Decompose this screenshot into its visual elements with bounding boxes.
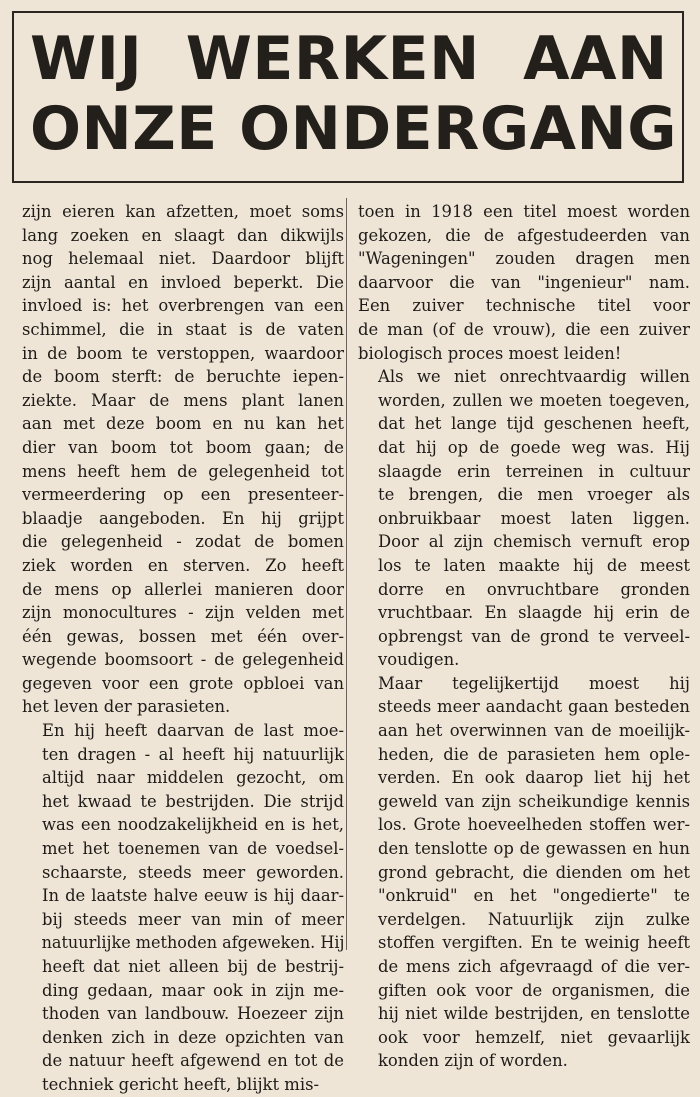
text-line: In de laatste halve eeuw is hij daar- xyxy=(42,886,344,906)
text-line: zijn monocultures - zijn velden met xyxy=(22,603,344,623)
text-line: verden. En ook daarop liet hij het xyxy=(378,768,690,788)
text-line: de man (of de vrouw), die een zuiver xyxy=(358,319,690,339)
article-column-right xyxy=(358,200,690,1073)
text-line: Als we niet onrechtvaardig willen xyxy=(378,367,690,387)
text-line: thoden van landbouw. Hoezeer zijn xyxy=(42,1004,344,1024)
text-line: den tenslotte op de gewassen en hun xyxy=(378,839,690,859)
text-line: Maar tegelijkertijd moest hij xyxy=(378,673,690,693)
column-divider xyxy=(346,198,347,950)
text-line: heden, die de parasieten hem ople- xyxy=(378,744,690,764)
article-paragraph xyxy=(358,672,690,1073)
text-line: techniek gericht heeft, blijkt mis- xyxy=(42,1074,320,1094)
text-line: het kwaad te bestrijden. Die strijd xyxy=(42,791,344,811)
text-line: vermeerdering op een presenteer- xyxy=(22,485,344,505)
text-line: vruchtbaar. En slaagde hij erin de xyxy=(378,603,690,623)
text-line: natuurlijke methoden afgeweken. Hij xyxy=(41,933,345,953)
text-line: toen in 1918 een titel moest worden xyxy=(358,202,690,221)
text-line: met het toenemen van de voedsel- xyxy=(42,839,344,859)
text-line: dorre en onvruchtbare gronden xyxy=(378,579,690,599)
text-line: was een noodzakelijkheid en is het, xyxy=(42,815,344,835)
text-line: los te laten maakte hij de meest xyxy=(378,555,690,575)
text-line: zijn aantal en invloed beperkt. Die xyxy=(22,272,344,292)
text-line: ook voor hemzelf, niet gevaarlijk xyxy=(378,1027,690,1047)
text-line: aan met deze boom en nu kan het xyxy=(22,414,344,434)
text-line: ding gedaan, maar ook in zijn me- xyxy=(42,980,344,1000)
text-line: stoffen vergiften. En te weinig heeft xyxy=(378,933,690,953)
text-line: de natuur heeft afgewend en tot de xyxy=(42,1051,344,1071)
text-line: gegeven voor een grote opbloei van xyxy=(22,673,344,693)
text-line: ziekte. Maar de mens plant lanen xyxy=(22,390,344,410)
text-line: de boom sterft: de beruchte iepen- xyxy=(22,367,344,387)
text-line: het leven der parasieten. xyxy=(22,697,231,717)
text-line: ziek worden en sterven. Zo heeft xyxy=(22,555,344,575)
text-line: wegende boomsoort - de gelegenheid xyxy=(22,650,344,670)
text-line: daarvoor die van "ingenieur" nam. xyxy=(358,272,690,292)
text-line: mens heeft hem de gelegenheid tot xyxy=(22,461,344,481)
text-line: voudigen. xyxy=(378,650,460,670)
text-line: invloed is: het overbrengen van een xyxy=(22,296,344,316)
text-line: lang zoeken en slaagt dan dikwijls xyxy=(22,225,344,245)
text-line: steeds meer aandacht gaan besteden xyxy=(378,697,690,717)
text-line: Een zuiver technische titel voor xyxy=(358,296,690,316)
text-line: verdelgen. Natuurlijk zijn zulke xyxy=(378,909,690,929)
headline-line-2: ONZE ONDERGANG xyxy=(30,94,677,164)
text-line: hij niet wilde bestrijden, en tenslotte xyxy=(378,1004,690,1024)
text-line: denken zich in deze opzichten van xyxy=(42,1027,344,1047)
text-line: los. Grote hoeveelheden stoffen wer- xyxy=(378,815,690,835)
text-line: dier van boom tot boom gaan; de xyxy=(22,437,344,457)
text-line: heeft dat niet alleen bij de bestrij- xyxy=(42,957,344,976)
headline-line-1: WIJ WERKEN AAN xyxy=(30,24,668,94)
text-line: te brengen, die men vroeger als xyxy=(378,485,690,505)
text-line: altijd naar middelen gezocht, om xyxy=(42,768,344,788)
text-line: de mens op allerlei manieren door xyxy=(22,579,344,599)
text-line: En hij heeft daarvan de last moe- xyxy=(42,721,344,741)
text-line: onbruikbaar moest laten liggen. xyxy=(378,508,690,528)
article-paragraph xyxy=(22,719,344,1097)
article-paragraph xyxy=(22,200,344,719)
text-line: ten dragen - al heeft hij natuurlijk xyxy=(42,744,344,764)
text-line: die gelegenheid - zodat de bomen xyxy=(22,532,344,552)
text-line: konden zijn of worden. xyxy=(378,1051,568,1071)
article-column-left xyxy=(22,200,344,1097)
text-line: blaadje aangeboden. En hij grijpt xyxy=(22,508,344,528)
text-line: slaagde erin terreinen in cultuur xyxy=(378,461,690,481)
text-line: de mens zich afgevraagd of die ver- xyxy=(378,957,690,976)
text-line: één gewas, bossen met één over- xyxy=(22,626,344,646)
article-paragraph xyxy=(358,200,690,365)
text-line: aan het overwinnen van de moeilijk- xyxy=(378,721,690,741)
text-line: dat het lange tijd geschenen heeft, xyxy=(378,414,690,434)
text-line: worden, zullen we moeten toegeven, xyxy=(378,390,690,410)
text-line: giften ook voor de organismen, die xyxy=(378,980,690,1000)
text-line: dat hij op de goede weg was. Hij xyxy=(378,437,690,457)
article-paragraph xyxy=(358,365,690,672)
text-line: Door al zijn chemisch vernuft erop xyxy=(378,532,690,552)
text-line: nog helemaal niet. Daardoor blijft xyxy=(22,249,344,269)
text-line: geweld van zijn scheikundige kennis xyxy=(378,791,690,811)
text-line: gekozen, die de afgestudeerden van xyxy=(358,225,690,245)
text-line: "onkruid" en het "ongedierte" te xyxy=(378,886,690,906)
text-line: "Wageningen" zouden dragen men xyxy=(358,249,690,269)
text-line: grond gebracht, die dienden om het xyxy=(378,862,690,882)
text-line: biologisch proces moest leiden! xyxy=(358,343,622,363)
text-line: zijn eieren kan afzetten, moet soms xyxy=(22,202,344,221)
text-line: schimmel, die in staat is de vaten xyxy=(22,319,344,339)
text-line: schaarste, steeds meer geworden. xyxy=(42,862,344,882)
text-line: opbrengst van de grond te verveel- xyxy=(378,626,690,646)
headline xyxy=(30,24,677,164)
text-line: bij steeds meer van min of meer xyxy=(42,909,344,929)
text-line: in de boom te verstoppen, waardoor xyxy=(22,343,344,363)
